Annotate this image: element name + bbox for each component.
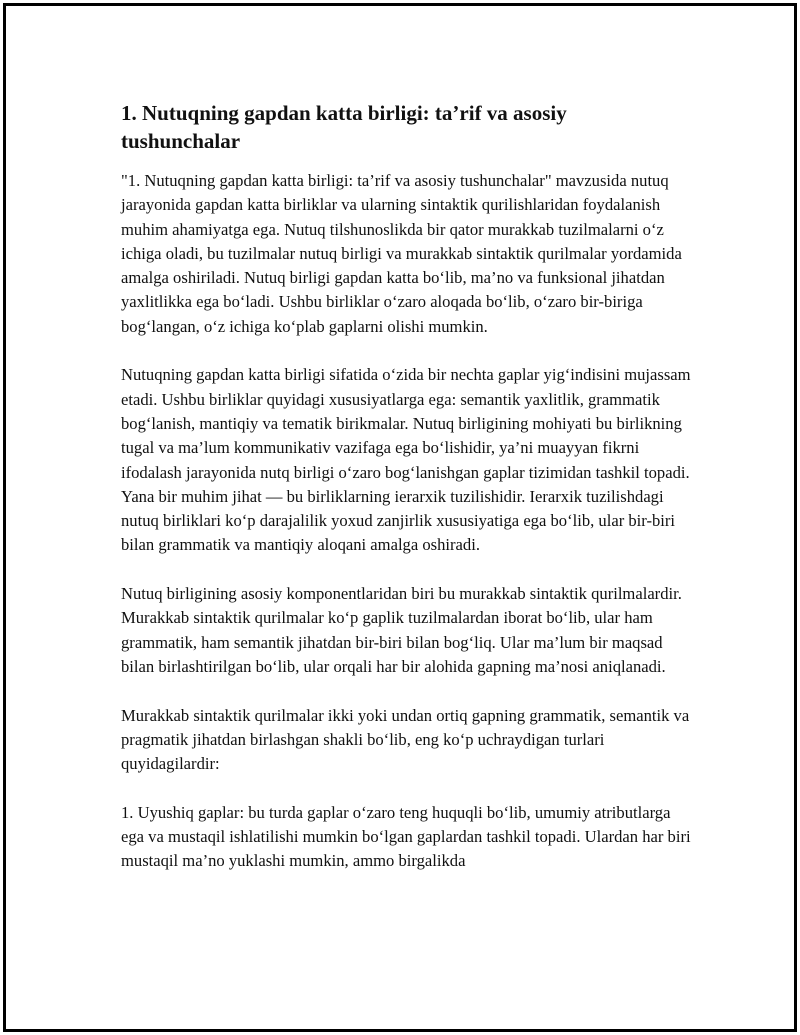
paragraph-1: "1. Nutuqning gapdan katta birligi: ta’rif va asosiy tushunchalar" mavzusida nutuq jarayonida gapdan katta birliklar va ularning sintaktik qurilishlaridan foydalanish muhim ahamiyatga ega. Nutuq tilshunoslikda bir qator murakkab tuzilmalarni o‘z ichiga oladi, bu tuzilmalar nutuq birligi va murakkab sintaktik qurilmalar yordamida amalga oshiriladi. Nutuq birligi gapdan katta bo‘lib, ma’no va funksional jihatdan yaxlitlikka ega bo‘ladi. Ushbu birliklar o‘zaro aloqada bo‘lib, o‘zaro bir-biriga bog‘langan, o‘z ichiga ko‘plab gaplarni olishi mumkin. — [121, 171, 682, 336]
paragraph-2: Nutuqning gapdan katta birligi sifatida o‘zida bir nechta gaplar yig‘indisini mujassam etadi. Ushbu birliklar quyidagi xususiyatlarga ega: semantik yaxlitlik, grammatik bog‘lanish, mantiqiy va tematik birikmalar. Nutuq birligining mohiyati bu birlikning tugal va ma’lum kommunikativ vazifaga ega bo‘lishidir, ya’ni muayyan fikrni ifodalash jarayonida nutq birligi o‘zaro bog‘lanishgan gaplar tizimidan tashkil topadi. Yana bir muhim jihat — bu birliklarning ierarxik tuzilishidir. Ierarxik tuzilishdagi nutuq birliklari ko‘p darajalilik yoxud zanjirlik xususiyatiga ega bo‘lib, ular bir-biri bilan grammatik va mantiqiy aloqani amalga oshiradi. — [121, 365, 691, 555]
document-title: 1. Nutuqning gapdan katta birligi: ta’rif va asosiy tushunchalar — [121, 101, 567, 153]
document-body — [121, 99, 691, 898]
page-frame — [3, 3, 797, 1032]
paragraph-3: Nutuq birligining asosiy komponentlaridan biri bu murakkab sintaktik qurilmalardir. Murakkab sintaktik qurilmalar ko‘p gaplik tuzilmalardan iborat bo‘lib, ular ham grammatik, ham semantik jihatdan bir-biri bilan bog‘liq. Ular ma’lum bir maqsad bilan birlashtirilgan bo‘lib, ular orqali har bir alohida gapning ma’nosi aniqlanadi. — [121, 584, 682, 676]
paragraph-5: 1. Uyushiq gaplar: bu turda gaplar o‘zaro teng huquqli bo‘lib, umumiy atributlarga ega va mustaqil ishlatilishi mumkin bo‘lgan gaplardan tashkil topadi. Ulardan har biri mustaqil ma’no yuklashi mumkin, ammo birgalikda — [121, 802, 691, 871]
paragraph-4: Murakkab sintaktik qurilmalar ikki yoki undan ortiq gapning grammatik, semantik va pragmatik jihatdan birlashgan shakli bo‘lib, eng ko‘p uchraydigan turlari quyidagilardir: — [121, 705, 690, 774]
